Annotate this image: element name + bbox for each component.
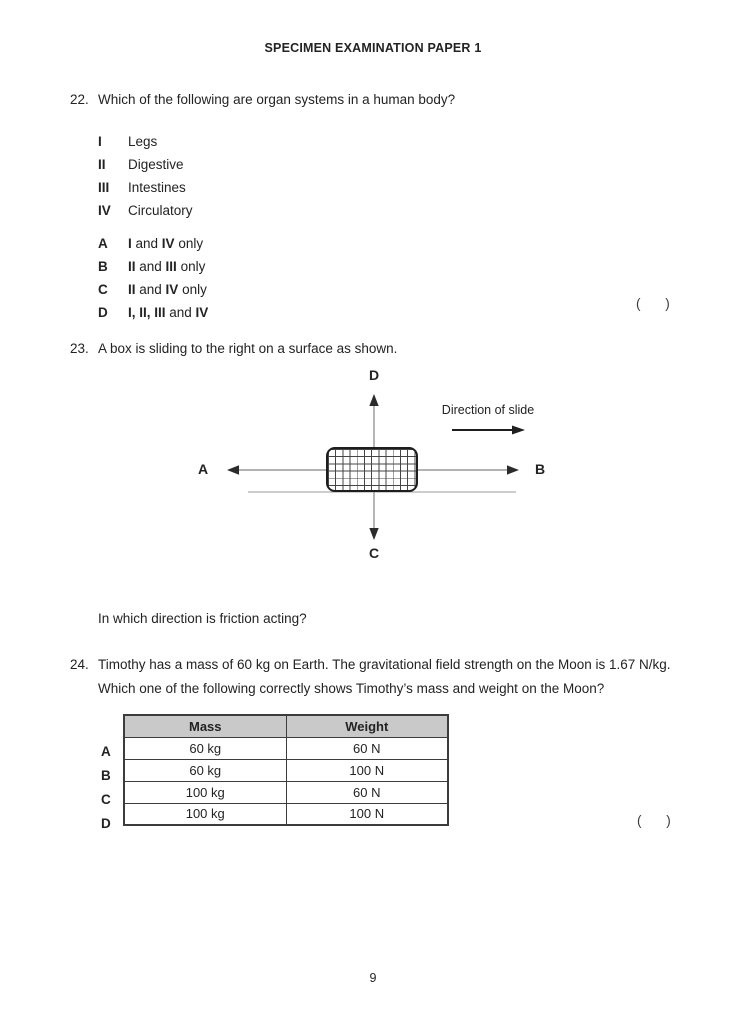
question-23	[70, 340, 686, 361]
table-row-label: D	[101, 815, 111, 831]
option-text-part: and	[135, 282, 166, 297]
question-23-followup: In which direction is friction acting?	[98, 611, 307, 626]
option-text-part: only	[174, 236, 204, 251]
q22-items	[98, 130, 686, 222]
mass-cell: 100 kg	[124, 803, 286, 825]
question-23-stem	[70, 340, 686, 361]
table-row-labels	[101, 739, 121, 835]
option-text-part: IV	[165, 282, 179, 297]
question-24-stem	[70, 656, 702, 700]
option-letter: B	[98, 259, 108, 274]
option-text	[128, 305, 208, 320]
table-row-label: C	[101, 791, 111, 807]
question-number: 24.	[70, 657, 89, 672]
table-row-label: A	[101, 743, 111, 759]
option-letter: A	[98, 236, 108, 251]
question-24	[70, 656, 702, 700]
option-text-part: and	[131, 236, 162, 251]
sliding-box	[326, 447, 418, 492]
weight-cell: 60 N	[286, 781, 448, 803]
statement-row	[98, 176, 686, 199]
table-row	[124, 781, 448, 803]
table-row	[124, 759, 448, 781]
diagram-label-b: B	[535, 461, 546, 477]
direction-of-slide-arrowhead	[512, 426, 525, 435]
option-text-part: II	[128, 259, 136, 274]
mass-cell: 60 kg	[124, 737, 286, 759]
diagram-label-c: C	[368, 545, 380, 561]
option-text-part: II	[128, 282, 136, 297]
option-text-part: IV	[195, 305, 209, 320]
table-row-label: B	[101, 767, 111, 783]
page-title: SPECIMEN EXAMINATION PAPER 1	[264, 41, 482, 55]
right-arrowhead	[507, 465, 519, 474]
mass-weight-table	[123, 714, 449, 826]
question-number: 22.	[70, 92, 89, 107]
statement-label: Circulatory	[128, 203, 193, 218]
table-column-header: Weight	[286, 715, 448, 737]
statement-numeral: II	[98, 157, 106, 172]
statement-numeral: III	[98, 180, 110, 195]
table-row	[124, 803, 448, 825]
page-number: 9	[369, 971, 377, 985]
table-body	[124, 737, 448, 825]
option-letter: C	[98, 282, 108, 297]
left-arrowhead	[227, 465, 239, 474]
diagram-label-d: D	[368, 367, 380, 383]
mass-cell: 100 kg	[124, 781, 286, 803]
weight-cell: 100 N	[286, 759, 448, 781]
option-text-part: and	[165, 305, 196, 320]
option-row	[98, 301, 686, 324]
statement-numeral: IV	[98, 203, 111, 218]
option-text-part: III	[165, 259, 177, 274]
answer-bracket: ( )	[636, 296, 671, 311]
option-text-part: I	[128, 236, 132, 251]
option-row	[98, 232, 686, 255]
direction-of-slide-label: Direction of slide	[441, 403, 535, 417]
option-text	[128, 259, 205, 274]
option-text-part: IV	[161, 236, 175, 251]
question-text: Timothy has a mass of 60 kg on Earth. The gravitational field strength on the Moon is 1.67 N/kg. Which one of the following correctly shows Timothy’s mass and weight on the Moon?	[98, 657, 671, 696]
statement-row	[98, 130, 686, 153]
question-text: Which of the following are organ systems in a human body?	[98, 92, 456, 107]
question-text: A box is sliding to the right on a surface as shown.	[98, 341, 398, 356]
question-number: 23.	[70, 341, 89, 356]
statement-row	[98, 153, 686, 176]
down-arrowhead	[369, 528, 378, 540]
option-row	[98, 255, 686, 278]
friction-diagram	[180, 365, 580, 570]
option-text	[128, 236, 203, 251]
statement-label: Legs	[128, 134, 158, 149]
mass-cell: 60 kg	[124, 759, 286, 781]
option-text-part: and	[135, 259, 166, 274]
option-letter: D	[98, 305, 108, 320]
option-text-part: only	[178, 282, 207, 297]
table-column-header: Mass	[124, 715, 286, 737]
statement-label: Intestines	[128, 180, 186, 195]
table-header-row	[124, 715, 448, 737]
answer-bracket: ( )	[637, 813, 672, 828]
mass-weight-table-wrap	[123, 714, 449, 826]
statement-label: Digestive	[128, 157, 184, 172]
statement-numeral: I	[98, 134, 102, 149]
weight-cell: 60 N	[286, 737, 448, 759]
statement-row	[98, 199, 686, 222]
diagram-label-a: A	[198, 461, 209, 477]
option-text-part: only	[176, 259, 206, 274]
up-arrowhead	[369, 394, 378, 406]
question-22-stem	[70, 91, 686, 108]
weight-cell: 100 N	[286, 803, 448, 825]
option-text-part: I, II, III	[128, 305, 166, 320]
option-text	[128, 282, 207, 297]
question-22	[70, 91, 686, 324]
q22-options	[98, 232, 686, 324]
option-row	[98, 278, 686, 301]
table-row	[124, 737, 448, 759]
